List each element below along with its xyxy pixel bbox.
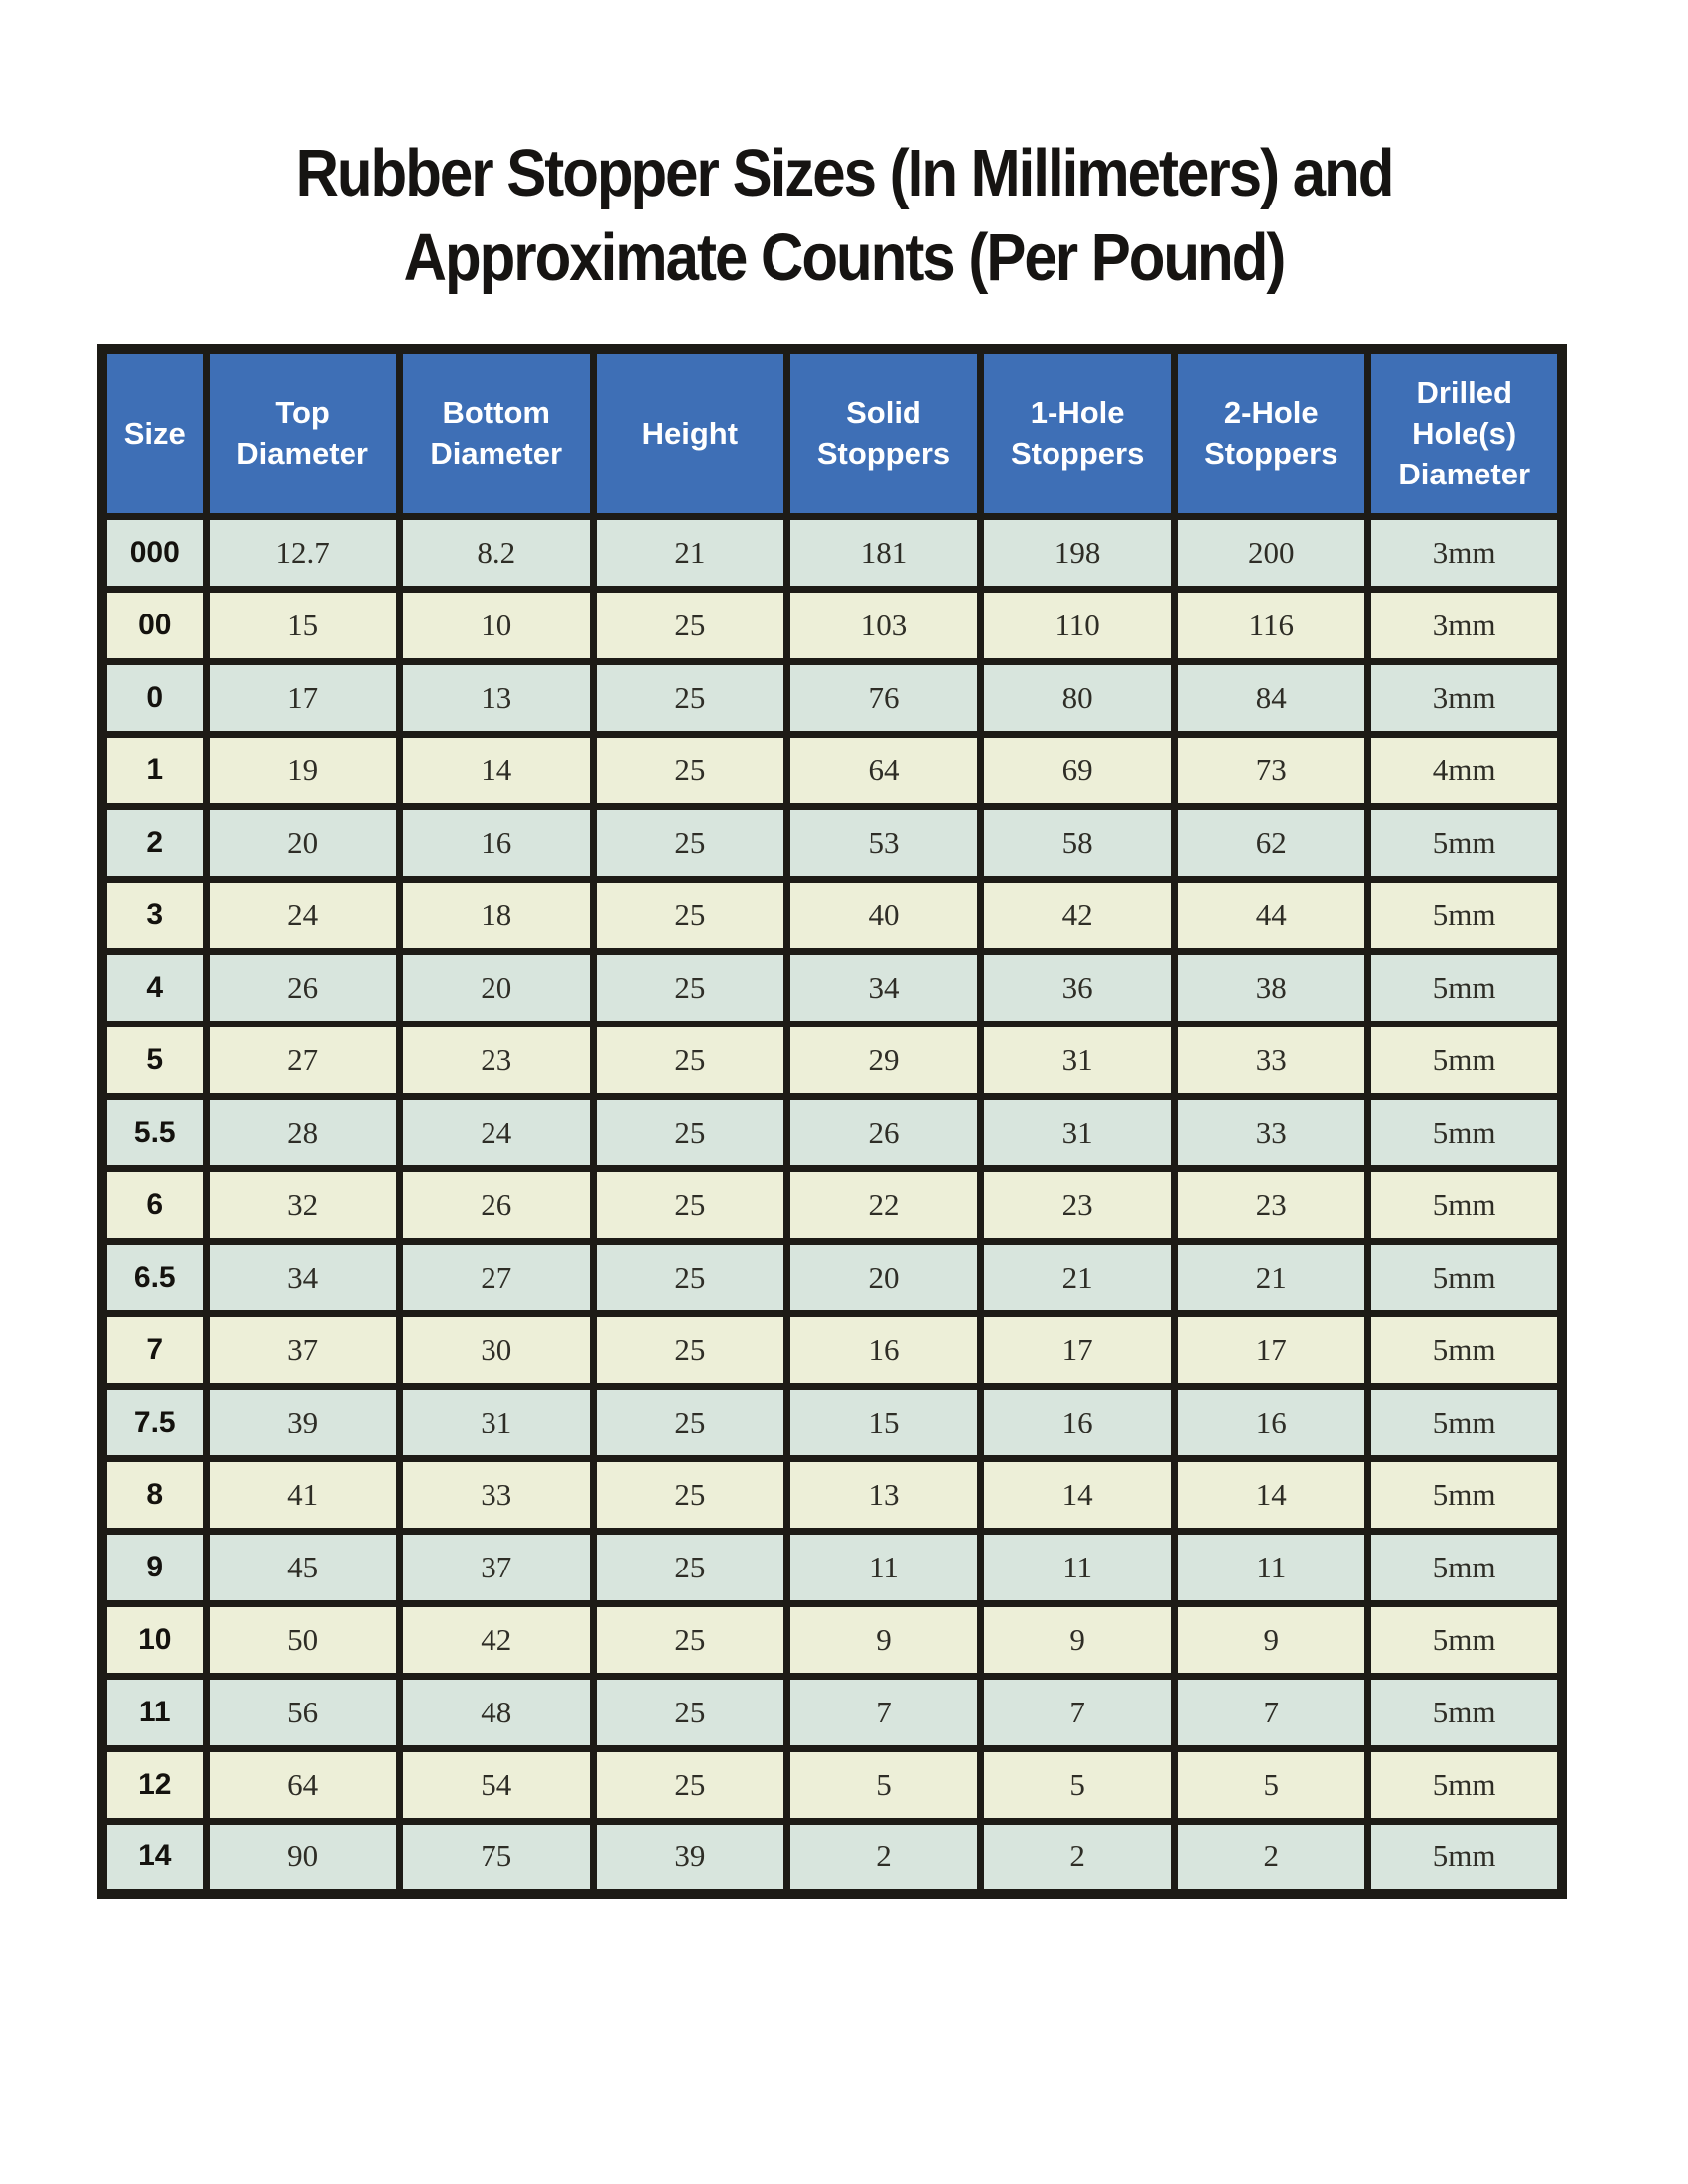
- column-header-1-hole-stoppers: 1-Hole Stoppers: [981, 349, 1175, 517]
- size-cell: 10: [102, 1604, 206, 1677]
- cell-top-diameter: 27: [206, 1024, 399, 1097]
- table-row-000: [102, 517, 1562, 590]
- cell-1-hole-stoppers: 14: [981, 1459, 1175, 1532]
- cell-bottom-diameter: 16: [399, 807, 593, 880]
- cell-drilled-hole-s-diameter: 5mm: [1368, 1387, 1562, 1459]
- cell-height: 25: [593, 1024, 786, 1097]
- table-row-7: [102, 1314, 1562, 1387]
- cell-1-hole-stoppers: 11: [981, 1532, 1175, 1604]
- table-row-1: [102, 735, 1562, 807]
- cell-top-diameter: 56: [206, 1677, 399, 1749]
- cell-drilled-hole-s-diameter: 5mm: [1368, 1169, 1562, 1242]
- cell-2-hole-stoppers: 38: [1175, 952, 1368, 1024]
- cell-bottom-diameter: 18: [399, 880, 593, 952]
- cell-solid-stoppers: 16: [786, 1314, 980, 1387]
- cell-height: 25: [593, 1749, 786, 1822]
- cell-1-hole-stoppers: 16: [981, 1387, 1175, 1459]
- cell-2-hole-stoppers: 23: [1175, 1169, 1368, 1242]
- cell-2-hole-stoppers: 17: [1175, 1314, 1368, 1387]
- cell-1-hole-stoppers: 2: [981, 1822, 1175, 1894]
- cell-top-diameter: 15: [206, 590, 399, 662]
- cell-bottom-diameter: 75: [399, 1822, 593, 1894]
- cell-height: 25: [593, 1169, 786, 1242]
- cell-1-hole-stoppers: 5: [981, 1749, 1175, 1822]
- cell-1-hole-stoppers: 80: [981, 662, 1175, 735]
- cell-top-diameter: 12.7: [206, 517, 399, 590]
- cell-drilled-hole-s-diameter: 3mm: [1368, 517, 1562, 590]
- cell-solid-stoppers: 64: [786, 735, 980, 807]
- cell-2-hole-stoppers: 62: [1175, 807, 1368, 880]
- cell-1-hole-stoppers: 7: [981, 1677, 1175, 1749]
- cell-height: 25: [593, 952, 786, 1024]
- cell-solid-stoppers: 40: [786, 880, 980, 952]
- size-cell: 5: [102, 1024, 206, 1097]
- size-cell: 8: [102, 1459, 206, 1532]
- cell-drilled-hole-s-diameter: 5mm: [1368, 1749, 1562, 1822]
- cell-bottom-diameter: 37: [399, 1532, 593, 1604]
- cell-bottom-diameter: 10: [399, 590, 593, 662]
- cell-top-diameter: 26: [206, 952, 399, 1024]
- size-cell: 0: [102, 662, 206, 735]
- cell-drilled-hole-s-diameter: 5mm: [1368, 1242, 1562, 1314]
- column-header-size: Size: [102, 349, 206, 517]
- size-cell: 000: [102, 517, 206, 590]
- cell-top-diameter: 28: [206, 1097, 399, 1169]
- header-row: [102, 349, 1562, 517]
- cell-2-hole-stoppers: 21: [1175, 1242, 1368, 1314]
- cell-bottom-diameter: 23: [399, 1024, 593, 1097]
- cell-top-diameter: 17: [206, 662, 399, 735]
- table-row-5: [102, 1024, 1562, 1097]
- title-line-2: Approximate Counts (Per Pound): [403, 219, 1285, 295]
- cell-height: 25: [593, 662, 786, 735]
- cell-solid-stoppers: 34: [786, 952, 980, 1024]
- title-line-1: Rubber Stopper Sizes (In Millimeters) and: [295, 135, 1393, 210]
- cell-height: 25: [593, 880, 786, 952]
- cell-height: 25: [593, 1387, 786, 1459]
- cell-bottom-diameter: 42: [399, 1604, 593, 1677]
- size-cell: 7.5: [102, 1387, 206, 1459]
- cell-height: 25: [593, 735, 786, 807]
- cell-top-diameter: 50: [206, 1604, 399, 1677]
- size-cell: 1: [102, 735, 206, 807]
- cell-2-hole-stoppers: 200: [1175, 517, 1368, 590]
- table-body: [102, 517, 1562, 1894]
- table-row-4: [102, 952, 1562, 1024]
- cell-height: 21: [593, 517, 786, 590]
- cell-1-hole-stoppers: 69: [981, 735, 1175, 807]
- cell-solid-stoppers: 29: [786, 1024, 980, 1097]
- cell-top-diameter: 32: [206, 1169, 399, 1242]
- cell-height: 25: [593, 1604, 786, 1677]
- cell-1-hole-stoppers: 9: [981, 1604, 1175, 1677]
- cell-bottom-diameter: 30: [399, 1314, 593, 1387]
- table-row-5-5: [102, 1097, 1562, 1169]
- cell-top-diameter: 34: [206, 1242, 399, 1314]
- cell-2-hole-stoppers: 73: [1175, 735, 1368, 807]
- cell-1-hole-stoppers: 36: [981, 952, 1175, 1024]
- size-cell: 9: [102, 1532, 206, 1604]
- page-title: [0, 0, 1688, 299]
- cell-drilled-hole-s-diameter: 5mm: [1368, 880, 1562, 952]
- cell-top-diameter: 19: [206, 735, 399, 807]
- cell-2-hole-stoppers: 2: [1175, 1822, 1368, 1894]
- cell-1-hole-stoppers: 17: [981, 1314, 1175, 1387]
- column-header-top-diameter: Top Diameter: [206, 349, 399, 517]
- size-cell: 12: [102, 1749, 206, 1822]
- cell-solid-stoppers: 20: [786, 1242, 980, 1314]
- cell-2-hole-stoppers: 16: [1175, 1387, 1368, 1459]
- table-row-7-5: [102, 1387, 1562, 1459]
- table-row-14: [102, 1822, 1562, 1894]
- column-header-drilled-hole-s-diameter: Drilled Hole(s) Diameter: [1368, 349, 1562, 517]
- size-cell: 11: [102, 1677, 206, 1749]
- cell-2-hole-stoppers: 11: [1175, 1532, 1368, 1604]
- cell-bottom-diameter: 54: [399, 1749, 593, 1822]
- cell-top-diameter: 41: [206, 1459, 399, 1532]
- column-header-solid-stoppers: Solid Stoppers: [786, 349, 980, 517]
- cell-1-hole-stoppers: 58: [981, 807, 1175, 880]
- cell-height: 25: [593, 807, 786, 880]
- cell-2-hole-stoppers: 33: [1175, 1097, 1368, 1169]
- cell-1-hole-stoppers: 42: [981, 880, 1175, 952]
- cell-2-hole-stoppers: 14: [1175, 1459, 1368, 1532]
- cell-height: 25: [593, 1097, 786, 1169]
- cell-1-hole-stoppers: 21: [981, 1242, 1175, 1314]
- cell-1-hole-stoppers: 31: [981, 1024, 1175, 1097]
- cell-1-hole-stoppers: 31: [981, 1097, 1175, 1169]
- size-cell: 6.5: [102, 1242, 206, 1314]
- cell-bottom-diameter: 20: [399, 952, 593, 1024]
- table-row-12: [102, 1749, 1562, 1822]
- cell-bottom-diameter: 48: [399, 1677, 593, 1749]
- table-row-0: [102, 662, 1562, 735]
- cell-1-hole-stoppers: 110: [981, 590, 1175, 662]
- cell-bottom-diameter: 33: [399, 1459, 593, 1532]
- cell-bottom-diameter: 13: [399, 662, 593, 735]
- cell-bottom-diameter: 8.2: [399, 517, 593, 590]
- cell-height: 25: [593, 1459, 786, 1532]
- cell-2-hole-stoppers: 116: [1175, 590, 1368, 662]
- cell-top-diameter: 45: [206, 1532, 399, 1604]
- cell-bottom-diameter: 24: [399, 1097, 593, 1169]
- cell-height: 25: [593, 1677, 786, 1749]
- cell-drilled-hole-s-diameter: 3mm: [1368, 662, 1562, 735]
- table-row-9: [102, 1532, 1562, 1604]
- cell-solid-stoppers: 26: [786, 1097, 980, 1169]
- cell-solid-stoppers: 9: [786, 1604, 980, 1677]
- cell-top-diameter: 37: [206, 1314, 399, 1387]
- cell-height: 25: [593, 1242, 786, 1314]
- cell-2-hole-stoppers: 44: [1175, 880, 1368, 952]
- cell-top-diameter: 64: [206, 1749, 399, 1822]
- cell-drilled-hole-s-diameter: 5mm: [1368, 1822, 1562, 1894]
- size-cell: 6: [102, 1169, 206, 1242]
- cell-drilled-hole-s-diameter: 4mm: [1368, 735, 1562, 807]
- size-cell: 2: [102, 807, 206, 880]
- cell-bottom-diameter: 27: [399, 1242, 593, 1314]
- table-row-2: [102, 807, 1562, 880]
- cell-bottom-diameter: 31: [399, 1387, 593, 1459]
- cell-height: 39: [593, 1822, 786, 1894]
- cell-drilled-hole-s-diameter: 5mm: [1368, 1604, 1562, 1677]
- cell-solid-stoppers: 13: [786, 1459, 980, 1532]
- cell-solid-stoppers: 2: [786, 1822, 980, 1894]
- cell-bottom-diameter: 26: [399, 1169, 593, 1242]
- cell-solid-stoppers: 103: [786, 590, 980, 662]
- cell-top-diameter: 24: [206, 880, 399, 952]
- cell-2-hole-stoppers: 33: [1175, 1024, 1368, 1097]
- column-header-height: Height: [593, 349, 786, 517]
- cell-solid-stoppers: 76: [786, 662, 980, 735]
- size-cell: 7: [102, 1314, 206, 1387]
- cell-drilled-hole-s-diameter: 5mm: [1368, 1459, 1562, 1532]
- cell-drilled-hole-s-diameter: 3mm: [1368, 590, 1562, 662]
- size-cell: 5.5: [102, 1097, 206, 1169]
- cell-solid-stoppers: 53: [786, 807, 980, 880]
- cell-drilled-hole-s-diameter: 5mm: [1368, 1677, 1562, 1749]
- table-row-11: [102, 1677, 1562, 1749]
- cell-2-hole-stoppers: 5: [1175, 1749, 1368, 1822]
- column-header-2-hole-stoppers: 2-Hole Stoppers: [1175, 349, 1368, 517]
- cell-drilled-hole-s-diameter: 5mm: [1368, 1532, 1562, 1604]
- size-cell: 00: [102, 590, 206, 662]
- cell-drilled-hole-s-diameter: 5mm: [1368, 1314, 1562, 1387]
- cell-2-hole-stoppers: 84: [1175, 662, 1368, 735]
- cell-drilled-hole-s-diameter: 5mm: [1368, 952, 1562, 1024]
- cell-2-hole-stoppers: 7: [1175, 1677, 1368, 1749]
- size-cell: 14: [102, 1822, 206, 1894]
- cell-solid-stoppers: 181: [786, 517, 980, 590]
- cell-drilled-hole-s-diameter: 5mm: [1368, 1024, 1562, 1097]
- table-row-6-5: [102, 1242, 1562, 1314]
- cell-height: 25: [593, 1532, 786, 1604]
- table-row-10: [102, 1604, 1562, 1677]
- cell-2-hole-stoppers: 9: [1175, 1604, 1368, 1677]
- size-cell: 3: [102, 880, 206, 952]
- cell-drilled-hole-s-diameter: 5mm: [1368, 1097, 1562, 1169]
- cell-solid-stoppers: 15: [786, 1387, 980, 1459]
- table-row-8: [102, 1459, 1562, 1532]
- cell-height: 25: [593, 1314, 786, 1387]
- table-row-00: [102, 590, 1562, 662]
- cell-height: 25: [593, 590, 786, 662]
- table-row-6: [102, 1169, 1562, 1242]
- cell-solid-stoppers: 7: [786, 1677, 980, 1749]
- size-cell: 4: [102, 952, 206, 1024]
- cell-1-hole-stoppers: 198: [981, 517, 1175, 590]
- cell-solid-stoppers: 11: [786, 1532, 980, 1604]
- column-header-bottom-diameter: Bottom Diameter: [399, 349, 593, 517]
- cell-top-diameter: 90: [206, 1822, 399, 1894]
- cell-solid-stoppers: 5: [786, 1749, 980, 1822]
- cell-bottom-diameter: 14: [399, 735, 593, 807]
- cell-solid-stoppers: 22: [786, 1169, 980, 1242]
- cell-1-hole-stoppers: 23: [981, 1169, 1175, 1242]
- stopper-size-table: [97, 344, 1567, 1899]
- cell-drilled-hole-s-diameter: 5mm: [1368, 807, 1562, 880]
- cell-top-diameter: 39: [206, 1387, 399, 1459]
- cell-top-diameter: 20: [206, 807, 399, 880]
- table-row-3: [102, 880, 1562, 952]
